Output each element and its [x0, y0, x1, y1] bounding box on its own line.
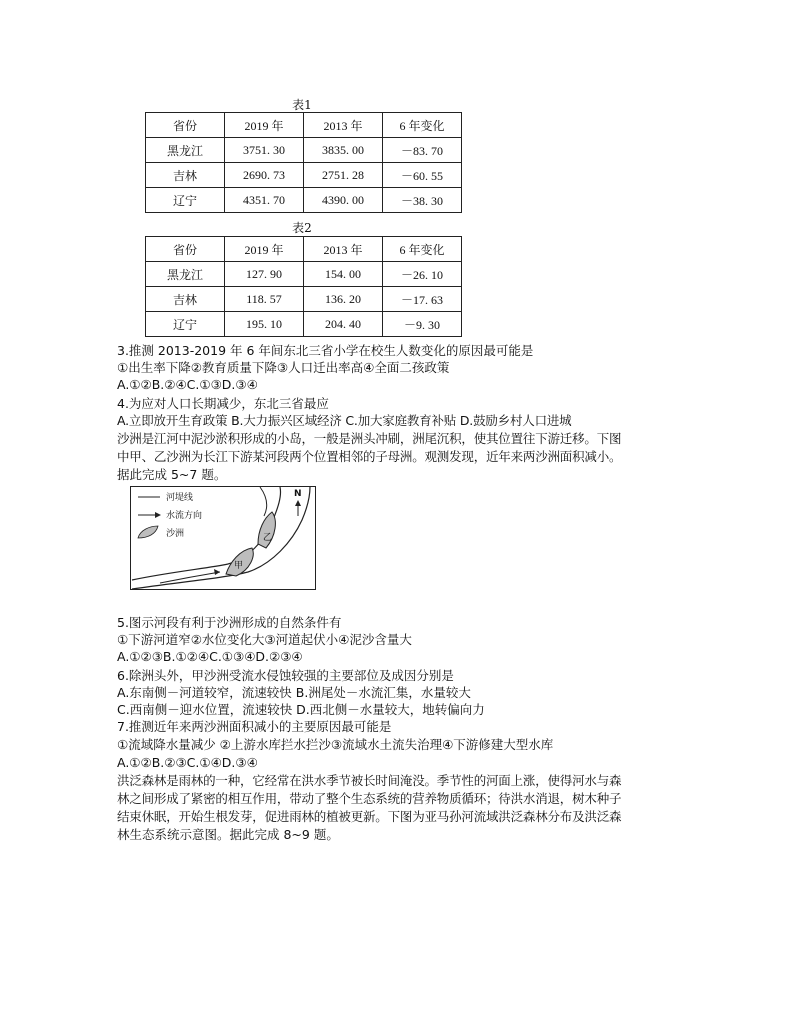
question-6-stem: 6.除洲头外，甲沙洲受流水侵蚀较强的主要部位及成因分别是 — [117, 668, 454, 683]
passage-line: 沙洲是江河中泥沙淤积形成的小岛，一般是洲头冲刷，洲尾沉积，使其位置往下游迁移。下图 — [117, 431, 622, 446]
table-header-cell: 省份 — [146, 113, 225, 138]
table2-caption: 表2 — [292, 221, 312, 235]
question-6-options-ab: A.东南侧－河道较窄，流速较快 B.洲尾处－水流汇集，水量较大 — [117, 685, 471, 700]
question-5-options: A.①②③B.①②④C.①③④D.②③④ — [117, 649, 303, 664]
table1 — [145, 112, 462, 213]
table-cell: －60. 55 — [383, 163, 462, 188]
table-cell: 辽宁 — [146, 188, 225, 213]
table-header-row — [146, 113, 462, 138]
question-5-stem: 5.图示河段有利于沙洲形成的自然条件有 — [117, 615, 342, 630]
table-cell: 136. 20 — [304, 287, 383, 312]
river-diagram — [130, 486, 316, 590]
table-row — [146, 163, 462, 188]
table-cell: 4351. 70 — [225, 188, 304, 213]
table-cell: －38. 30 — [383, 188, 462, 213]
table-header-cell: 2019 年 — [225, 113, 304, 138]
legend-sandbar-label: 沙洲 — [166, 529, 185, 539]
table-cell: 3751. 30 — [225, 138, 304, 163]
question-3-statements: ①出生率下降②教育质量下降③人口迁出率高④全面二孩政策 — [117, 360, 450, 375]
river-sandbar-figure — [130, 486, 316, 590]
question-7-statements: ①流域降水量减少 ②上游水库拦水拦沙③流域水土流失治理④下游修建大型水库 — [117, 737, 554, 752]
table-cell: 辽宁 — [146, 312, 225, 337]
table-cell: 2690. 73 — [225, 163, 304, 188]
table1-caption: 表1 — [292, 98, 312, 112]
question-3-stem: 3.推测 2013-2019 年 6 年间东北三省小学在校生人数变化的原因最可能是 — [117, 343, 534, 358]
question-7-stem: 7.推测近年来两沙洲面积减小的主要原因最可能是 — [117, 719, 392, 734]
question-4-options: A.立即放开生育政策 B.大力振兴区域经济 C.加大家庭教育补贴 D.鼓励乡村人口进城 — [117, 413, 572, 428]
legend-bank-label: 河堤线 — [166, 493, 194, 503]
table-row — [146, 287, 462, 312]
table-cell: 204. 40 — [304, 312, 383, 337]
question-5-statements: ①下游河道窄②水位变化大③河道起伏小④泥沙含量大 — [117, 632, 412, 647]
table-cell: 118. 57 — [225, 287, 304, 312]
north-label: N — [294, 489, 302, 499]
table-row — [146, 312, 462, 337]
table-cell: －26. 10 — [383, 262, 462, 287]
table-cell: 黑龙江 — [146, 262, 225, 287]
passage-line: 据此完成 5~7 题。 — [117, 467, 227, 482]
question-6-options-cd: C.西南侧－迎水位置，流速较快 D.西北侧－水量较大，地转偏向力 — [117, 702, 485, 717]
table-header-row — [146, 237, 462, 262]
table-cell: －17. 63 — [383, 287, 462, 312]
table-cell: 127. 90 — [225, 262, 304, 287]
table-cell: 195. 10 — [225, 312, 304, 337]
table-cell: 吉林 — [146, 287, 225, 312]
table-header-cell: 6 年变化 — [383, 237, 462, 262]
table-cell: 2751. 28 — [304, 163, 383, 188]
passage-line: 结束休眠，开始生根发芽，促进雨林的植被更新。下图为亚马孙河流域洪泛森林分布及洪泛森 — [117, 809, 622, 824]
table-header-cell: 省份 — [146, 237, 225, 262]
sandbar-yi-label: 乙 — [263, 533, 273, 543]
table-cell: －9. 30 — [383, 312, 462, 337]
question-7-options: A.①②B.②③C.①④D.③④ — [117, 755, 258, 770]
sandbar-jia-label: 甲 — [234, 561, 244, 571]
table-cell: 154. 00 — [304, 262, 383, 287]
table-row — [146, 188, 462, 213]
passage-line: 林之间形成了紧密的相互作用，带动了整个生态系统的营养物质循环；待洪水消退，树木种子 — [117, 791, 622, 806]
table-cell: －83. 70 — [383, 138, 462, 163]
table-header-cell: 6 年变化 — [383, 113, 462, 138]
table-cell: 3835. 00 — [304, 138, 383, 163]
table-row — [146, 262, 462, 287]
table-row — [146, 138, 462, 163]
table-header-cell: 2019 年 — [225, 237, 304, 262]
legend-flow-label: 水流方向 — [166, 511, 203, 521]
table-cell: 4390. 00 — [304, 188, 383, 213]
passage-line: 中甲、乙沙洲为长江下游某河段两个位置相邻的子母洲。观测发现，近年来两沙洲面积减小。 — [117, 449, 622, 464]
table2 — [145, 236, 462, 337]
passage-line: 洪泛森林是雨林的一种，它经常在洪水季节被长时间淹没。季节性的河面上涨，使得河水与森 — [117, 773, 622, 788]
question-4-stem: 4.为应对人口长期减少，东北三省最应 — [117, 396, 329, 411]
table-header-cell: 2013 年 — [304, 237, 383, 262]
table-cell: 吉林 — [146, 163, 225, 188]
passage-line: 林生态系统示意图。据此完成 8~9 题。 — [117, 827, 339, 842]
question-3-options: A.①②B.②④C.①③D.③④ — [117, 377, 258, 392]
table-header-cell: 2013 年 — [304, 113, 383, 138]
table-cell: 黑龙江 — [146, 138, 225, 163]
